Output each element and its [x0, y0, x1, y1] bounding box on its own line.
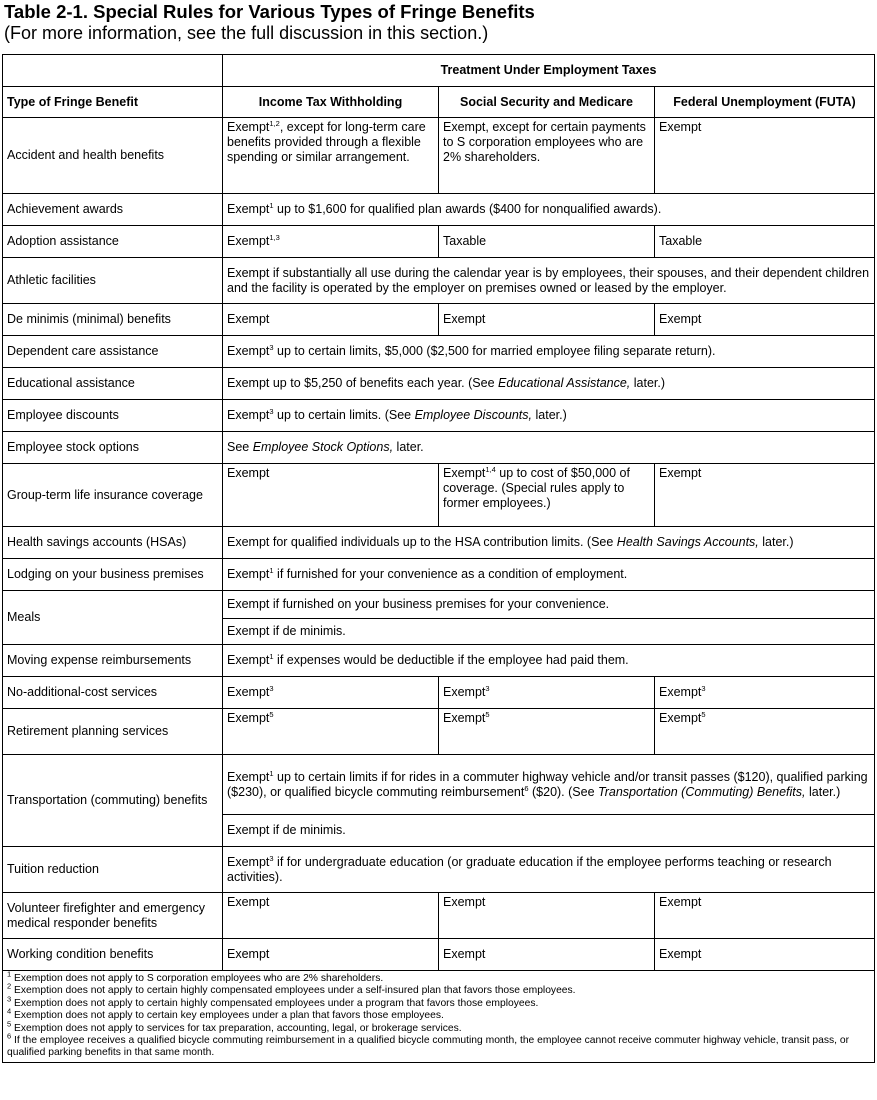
income-cell [223, 709, 439, 755]
table-row [3, 368, 875, 400]
header-row-columns [3, 87, 875, 118]
footnote-ref: 1,2 [269, 118, 280, 128]
footnote-ref: 3 [269, 406, 274, 416]
income-cell [223, 118, 439, 194]
footnote-ref: 5 [269, 709, 274, 719]
footnote-ref: 1,3 [269, 232, 280, 242]
footnote-text: Exemption does not apply to services for tax preparation, accounting, legal, or brokerage services. [11, 1022, 462, 1034]
footnote-ref: 5 [485, 709, 490, 719]
footnote-ref: 1 [269, 768, 274, 778]
footnote-text: Exemption does not apply to certain highly compensated employees under a self-insured plan that favors those employees. [11, 985, 576, 997]
cell-text: Exempt [227, 685, 270, 699]
cell-text: Exempt [659, 711, 702, 725]
cell-text: up to certain limits if for rides in a commuter highway vehicle and/or transit passes ($120), qualified parking ($230), or qualified bicycle commuting reimbursement [227, 769, 868, 799]
cell-text: Exempt [227, 234, 270, 248]
cell-text: if expenses would be deductible if the employee had paid them. [273, 653, 629, 667]
benefit-type: Meals [3, 591, 223, 645]
footnote-ref: 1 [269, 651, 274, 661]
income-cell: Exempt [223, 893, 439, 939]
income-cell [223, 226, 439, 258]
footnote-ref: 5 [701, 709, 706, 719]
footnote [7, 1019, 870, 1035]
table-row [3, 847, 875, 893]
all-taxes-cell: Exempt if de minimis. [223, 619, 875, 645]
cell-text: Exempt [227, 567, 270, 581]
header-futa: Federal Unemployment (FUTA) [655, 87, 875, 118]
header-income: Income Tax Withholding [223, 87, 439, 118]
footnote [7, 994, 870, 1010]
table-row [3, 559, 875, 591]
futa-cell: Exempt [655, 939, 875, 971]
cell-text: ($20). (See [528, 784, 599, 799]
cell-text: Exempt [227, 408, 270, 422]
footnote-text: If the employee receives a qualified bicycle commuting reimbursement in a qualified bicycle commuting month, the employee cannot receive commuter highway vehicle, transit pass, or qualified parking benefits in that same month. [7, 1035, 850, 1059]
all-taxes-cell [223, 432, 875, 464]
footnote-number: 3 [7, 994, 12, 1004]
table-row [3, 432, 875, 464]
benefit-type: De minimis (minimal) benefits [3, 304, 223, 336]
cell-text: Exempt [443, 711, 486, 725]
benefit-type: Employee stock options [3, 432, 223, 464]
footnote-number: 1 [7, 969, 12, 979]
ss-cell: Exempt [439, 893, 655, 939]
benefit-type: Employee discounts [3, 400, 223, 432]
footnote-number: 6 [7, 1031, 12, 1041]
benefit-type: Lodging on your business premises [3, 559, 223, 591]
footnote-text: Exemption does not apply to S corporation employees who are 2% shareholders. [11, 973, 384, 984]
footnote [7, 1006, 870, 1022]
table-row [3, 400, 875, 432]
table-row [3, 755, 875, 815]
footnote-number: 2 [7, 981, 12, 991]
footnote [7, 981, 870, 997]
table-row [3, 709, 875, 755]
table-row [3, 645, 875, 677]
footnote-ref: 3 [269, 853, 274, 863]
all-taxes-cell [223, 847, 875, 893]
futa-cell: Exempt [655, 304, 875, 336]
income-cell: Exempt [223, 939, 439, 971]
all-taxes-cell: Exempt if furnished on your business premises for your convenience. [223, 591, 875, 619]
footnote-text: Exemption does not apply to certain highly compensated employees under a program that favors those employees. [11, 997, 539, 1009]
all-taxes-cell: Exempt if substantially all use during the calendar year is by employees, their spouses, and their dependent children and the facility is operated by the employer on premises owned or leased by the employer. [223, 258, 875, 304]
cell-text: See [227, 440, 253, 454]
futa-cell [655, 709, 875, 755]
cell-text: Exempt [227, 344, 270, 358]
futa-cell: Taxable [655, 226, 875, 258]
benefit-type: Moving expense reimbursements [3, 645, 223, 677]
cross-reference: Health Savings Accounts, [616, 535, 759, 549]
futa-cell: Exempt [655, 464, 875, 527]
all-taxes-cell [223, 559, 875, 591]
cell-text: up to cost of $50,000 of coverage. (Special rules apply to former employees.) [443, 466, 630, 510]
benefit-type: Athletic facilities [3, 258, 223, 304]
cell-text: later.) [532, 408, 567, 422]
income-cell: Exempt [223, 304, 439, 336]
cell-text: later.) [805, 784, 841, 799]
table-row [3, 258, 875, 304]
ss-cell: Exempt [439, 304, 655, 336]
footnote [7, 969, 870, 985]
cell-text: up to certain limits, $5,000 ($2,500 for married employee filing separate return). [273, 344, 716, 358]
footnote-ref: 1 [269, 200, 274, 210]
cell-text: Exempt [443, 466, 486, 480]
cell-text: Exempt [227, 711, 270, 725]
ss-cell: Exempt, except for certain payments to S corporation employees who are 2% shareholders. [439, 118, 655, 194]
cell-text: Exempt for qualified individuals up to the HSA contribution limits. (See [227, 535, 617, 549]
ss-cell [439, 464, 655, 527]
footnote-number: 4 [7, 1006, 12, 1016]
all-taxes-cell [223, 194, 875, 226]
ss-cell: Exempt [439, 939, 655, 971]
cell-text: Exempt [227, 120, 270, 134]
cell-text: , except for long-term care benefits provided through a flexible spending or similar arrangement. [227, 120, 426, 164]
benefit-type: Working condition benefits [3, 939, 223, 971]
cell-text: later.) [630, 376, 666, 390]
cell-text: if for undergraduate education (or graduate education if the employee performs teaching or research activities). [227, 854, 832, 884]
footnotes-row [3, 971, 875, 1063]
footnote-ref: 1 [269, 565, 274, 575]
all-taxes-cell [223, 400, 875, 432]
income-cell: Exempt [223, 464, 439, 527]
benefit-type: Group-term life insurance coverage [3, 464, 223, 527]
all-taxes-cell [223, 368, 875, 400]
all-taxes-cell [223, 755, 875, 815]
footnote-number: 5 [7, 1019, 12, 1029]
table-row [3, 893, 875, 939]
cross-reference: Transportation (Commuting) Benefits, [598, 784, 806, 799]
header-ss: Social Security and Medicare [439, 87, 655, 118]
table-row [3, 464, 875, 527]
benefit-type: Tuition reduction [3, 847, 223, 893]
table-row [3, 677, 875, 709]
futa-cell: Exempt [655, 118, 875, 194]
cell-text: Exempt [227, 769, 270, 784]
header-group-label: Treatment Under Employment Taxes [223, 55, 875, 87]
cell-text: if furnished for your convenience as a condition of employment. [273, 567, 628, 581]
benefit-type: Dependent care assistance [3, 336, 223, 368]
benefit-type: Retirement planning services [3, 709, 223, 755]
all-taxes-cell [223, 645, 875, 677]
table-row [3, 194, 875, 226]
all-taxes-cell: Exempt if de minimis. [223, 815, 875, 847]
ss-cell: Taxable [439, 226, 655, 258]
footnote-ref: 3 [269, 342, 274, 352]
cell-text: Exempt [227, 653, 270, 667]
benefit-type: Transportation (commuting) benefits [3, 755, 223, 847]
cell-text: up to certain limits. (See [273, 408, 415, 422]
footnote-text: Exemption does not apply to certain key employees under a plan that favors those employees. [11, 1010, 444, 1022]
income-cell [223, 677, 439, 709]
table-title: Table 2-1. Special Rules for Various Types of Fringe Benefits [4, 1, 535, 22]
fringe-benefits-table [2, 54, 875, 1063]
table-row [3, 118, 875, 194]
header-row-group [3, 55, 875, 87]
table-row [3, 226, 875, 258]
header-blank-cell [3, 55, 223, 87]
header-type: Type of Fringe Benefit [3, 87, 223, 118]
cell-text: Exempt [227, 202, 270, 216]
table-row [3, 527, 875, 559]
benefit-type: Educational assistance [3, 368, 223, 400]
cell-text: later. [393, 440, 424, 454]
futa-cell: Exempt [655, 893, 875, 939]
ss-cell [439, 709, 655, 755]
table-row [3, 304, 875, 336]
cell-text: later.) [758, 535, 794, 549]
cell-text: Exempt [659, 685, 702, 699]
cell-text: Exempt [443, 685, 486, 699]
footnote-ref: 3 [485, 683, 490, 693]
table-row [3, 336, 875, 368]
cross-reference: Employee Stock Options, [252, 440, 394, 454]
cell-text: up to $1,600 for qualified plan awards ($400 for nonqualified awards). [273, 202, 662, 216]
footnote-ref: 3 [701, 683, 706, 693]
footnotes [3, 971, 875, 1063]
table-row [3, 939, 875, 971]
benefit-type: Adoption assistance [3, 226, 223, 258]
cross-reference: Educational Assistance, [498, 376, 631, 390]
benefit-type: Volunteer firefighter and emergency medical responder benefits [3, 893, 223, 939]
benefit-type: No-additional-cost services [3, 677, 223, 709]
benefit-type: Accident and health benefits [3, 118, 223, 194]
footnote [7, 1031, 870, 1060]
all-taxes-cell [223, 527, 875, 559]
table-subtitle: (For more information, see the full discussion in this section.) [4, 23, 489, 43]
benefit-type: Achievement awards [3, 194, 223, 226]
all-taxes-cell [223, 336, 875, 368]
futa-cell [655, 677, 875, 709]
footnote-ref: 6 [524, 783, 529, 793]
cell-text: Exempt [227, 854, 270, 869]
table-row [3, 591, 875, 619]
ss-cell [439, 677, 655, 709]
footnote-ref: 3 [269, 683, 274, 693]
benefit-type: Health savings accounts (HSAs) [3, 527, 223, 559]
cross-reference: Employee Discounts, [414, 408, 533, 422]
footnote-ref: 1,4 [485, 464, 496, 474]
cell-text: Exempt up to $5,250 of benefits each year. (See [227, 376, 499, 390]
